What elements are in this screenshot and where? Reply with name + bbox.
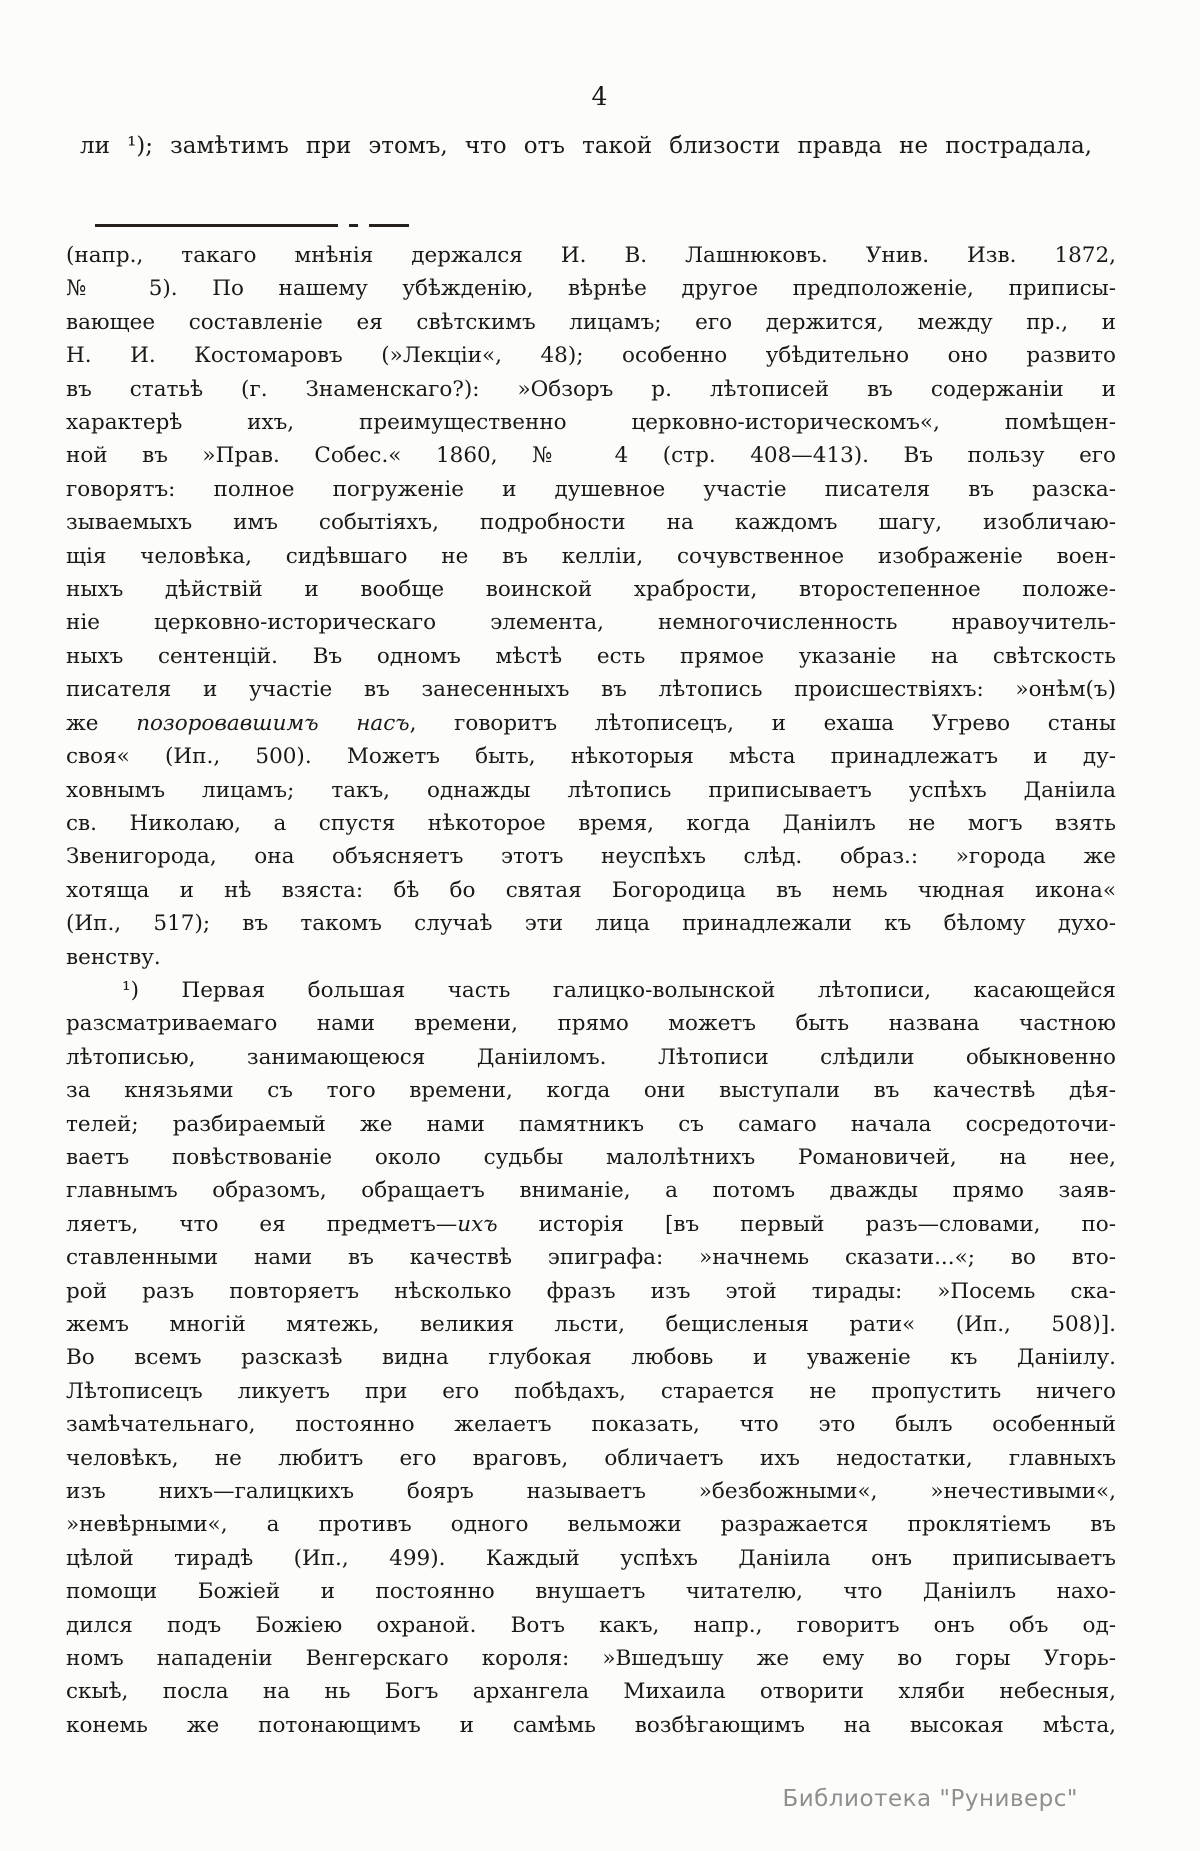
text-line: номъ нападеніи Венгерскаго короля: »Вшедъшу же ему во горы Угорь- xyxy=(66,1646,1116,1672)
rule-segment xyxy=(95,224,338,227)
text-line: цѣлой тирадѣ (Ип., 499). Каждый успѣхъ Даніила онъ приписываетъ xyxy=(66,1545,1116,1571)
footnote-continuation-paragraph xyxy=(66,239,1116,974)
text-line: писателя и участіе въ занесенныхъ въ лѣтопись происшествіяхъ: »онѣм(ъ) xyxy=(66,677,1116,703)
text-line: человѣкъ, не любитъ его враговъ, обличаетъ ихъ недостатки, главныхъ xyxy=(66,1445,1116,1471)
rule-segment xyxy=(349,224,358,227)
text-line: ляетъ, что ея предметъ—ихъ исторія [въ первый разъ—словами, по- xyxy=(66,1211,1116,1237)
text-line: ныхъ дѣйствій и вообще воинской храбрости, второстепенное положе- xyxy=(66,577,1116,603)
main-text-line: ли ¹); замѣтимъ при этомъ, что отъ такой близости правда не пострадала, xyxy=(80,133,1092,159)
text-line: разсматриваемаго нами времени, прямо можетъ быть названа частною xyxy=(66,1011,1116,1037)
text-line: (напр., такаго мнѣнія держался И. В. Лашнюковъ. Унив. Изв. 1872, xyxy=(66,243,1116,268)
text-line: Во всемъ разсказѣ видна глубокая любовь и уваженіе къ Даніилу. xyxy=(66,1345,1116,1371)
text-line: Н. И. Костомаровъ (»Лекціи«, 48); особенно убѣдительно оно развито xyxy=(66,343,1116,369)
text-line: замѣчательнаго, постоянно желаетъ показать, что это былъ особенный xyxy=(66,1412,1116,1438)
text-line: телей; разбираемый же нами памятникъ съ самаго начала сосредоточи- xyxy=(66,1111,1116,1137)
text-line: (Ип., 517); въ такомъ случаѣ эти лица принадлежали къ бѣлому духо- xyxy=(66,911,1116,937)
text-line: № 5). По нашему убѣжденію, вѣрнѣе другое предположеніе, приписы- xyxy=(66,276,1116,302)
text-line: вающее составленіе ея свѣтскимъ лицамъ; его держится, между пр., и xyxy=(66,309,1116,335)
text-line: ваетъ повѣствованіе около судьбы малолѣтнихъ Романовичей, на нее, xyxy=(66,1144,1116,1170)
text-line: зываемыхъ имъ событіяхъ, подробности на каждомъ шагу, изобличаю- xyxy=(66,510,1116,536)
text-line: хотяща и нѣ взяста: бѣ бо святая Богородица въ немь чюдная икона« xyxy=(66,877,1116,903)
text-line: своя« (Ип., 500). Можетъ быть, нѣкоторыя мѣста принадлежатъ и ду- xyxy=(66,744,1116,770)
text-line: св. Николаю, а спустя нѣкоторое время, когда Даніилъ не могъ взять xyxy=(66,810,1116,836)
page-number: 4 xyxy=(591,82,609,111)
text-line: помощи Божіей и постоянно внушаетъ читателю, что Даніилъ нахо- xyxy=(66,1579,1116,1605)
text-line: ніе церковно-историческаго элемента, немногочисленность нравоучитель- xyxy=(66,610,1116,636)
footnote-block xyxy=(66,239,1116,1742)
text-line: лѣтописью, занимающеюся Даніиломъ. Лѣтописи слѣдили обыкновенно xyxy=(66,1044,1116,1070)
text-line: ¹) Первая большая часть галицко-волынской лѣтописи, касающейся xyxy=(122,977,1116,1003)
text-line: жемъ многій мятежь, великия льсти, бещисленыя рати« (Ип., 508)]. xyxy=(66,1312,1116,1337)
text-line: Лѣтописецъ ликуетъ при его побѣдахъ, старается не пропустить ничего xyxy=(66,1378,1116,1404)
text-line: ставленными нами въ качествѣ эпиграфа: »начнемь сказати...«; во вто- xyxy=(66,1245,1116,1271)
text-line: характерѣ ихъ, преимущественно церковно-историческомъ«, помѣщен- xyxy=(66,410,1116,436)
text-line: въ статьѣ (г. Знаменскаго?): »Обзоръ р. лѣтописей въ содержаніи и xyxy=(66,376,1116,402)
text-line: говорятъ: полное погруженіе и душевное участіе писателя въ разска- xyxy=(66,476,1116,502)
text-line: скыѣ, посла на нь Богъ архангела Михаила отворити хляби небесныя, xyxy=(66,1679,1116,1705)
text-line: ныхъ сентенцій. Въ одномъ мѣстѣ есть прямое указаніе на свѣтскость xyxy=(66,643,1116,669)
text-line: же позоровавшимъ насъ, говоритъ лѣтописецъ, и ехаша Угрево станы xyxy=(66,710,1116,736)
text-line: »невѣрными«, а противъ одного вельможи разражается проклятіемъ въ xyxy=(66,1512,1116,1538)
library-watermark: Библиотека "Руниверс" xyxy=(782,1786,1078,1812)
text-line: ховнымъ лицамъ; такъ, однажды лѣтопись приписываетъ успѣхъ Даніила xyxy=(66,777,1116,803)
text-line: ной въ »Прав. Собес.« 1860, № 4 (стр. 408—413). Въ пользу его xyxy=(66,443,1116,469)
footnote-separator-rule xyxy=(95,223,415,227)
text-line: Звенигорода, она объясняетъ этотъ неуспѣхъ слѣд. образ.: »города же xyxy=(66,844,1116,870)
text-line: щія человѣка, сидѣвшаго не въ келліи, сочувственное изображеніе воен- xyxy=(66,543,1116,569)
rule-segment xyxy=(369,224,409,227)
text-line: главнымъ образомъ, обращаетъ вниманіе, а потомъ дважды прямо заяв- xyxy=(66,1178,1116,1204)
text-line: венству. xyxy=(66,944,161,970)
text-line: рой разъ повторяетъ нѣсколько фразъ изъ этой тирады: »Посемь ска- xyxy=(66,1278,1116,1304)
text-line: конемь же потонающимъ и самѣмь возбѣгающимъ на высокая мѣста, xyxy=(66,1712,1116,1738)
text-line: за князьями съ того времени, когда они выступали въ качествѣ дѣя- xyxy=(66,1078,1116,1104)
text-line: дился подъ Божіею охраной. Вотъ какъ, напр., говоритъ онъ объ од- xyxy=(66,1612,1116,1638)
footnote-1-paragraph xyxy=(66,974,1116,1742)
text-line: изъ нихъ—галицкихъ бояръ называетъ »безбожными«, »нечестивыми«, xyxy=(66,1479,1116,1505)
